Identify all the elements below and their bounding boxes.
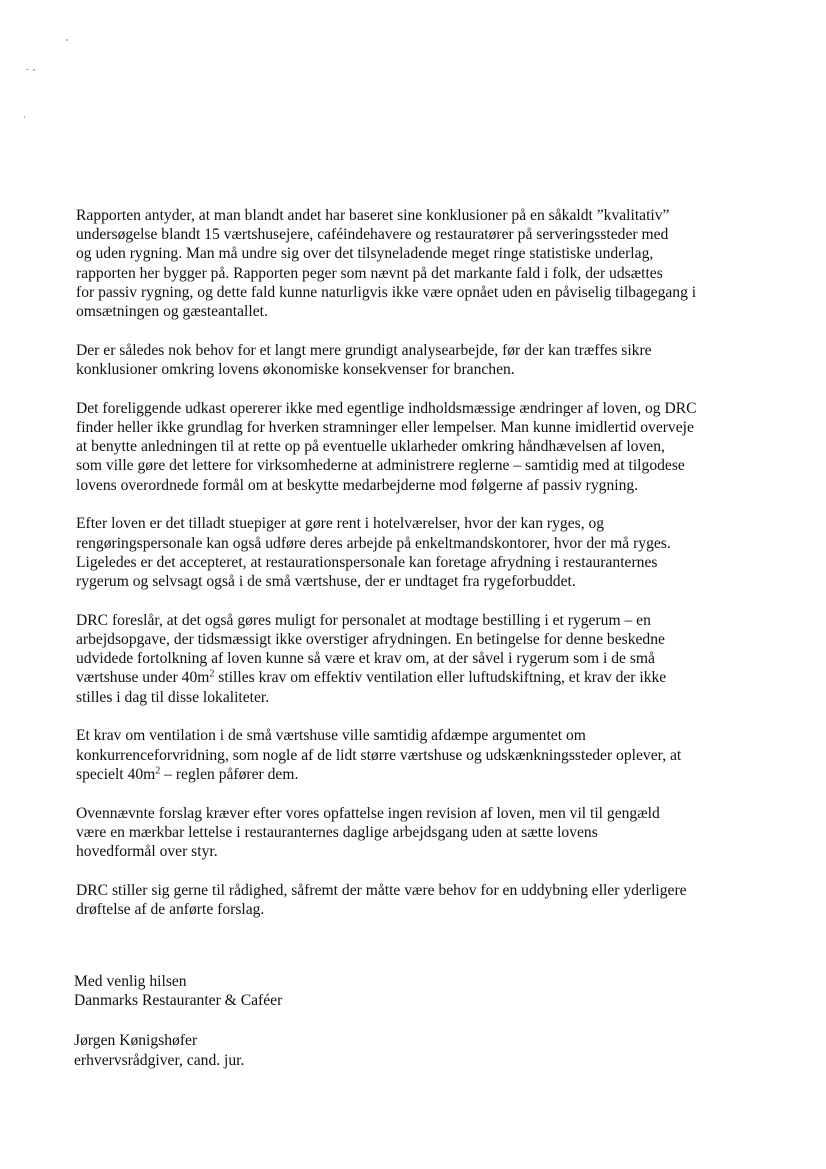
superscript: 2 (209, 668, 215, 680)
paragraph-text: – reglen påfører dem. (160, 765, 299, 783)
signatory-title: erhvervsrådgiver, cand. jur. (74, 1051, 245, 1069)
paragraph-availability: DRC stiller sig gerne til rådighed, såfremt der måtte være behov for en uddybning eller yderligere drøftelse af de anførte forslag. (76, 881, 687, 919)
paragraph-drc-proposal (76, 611, 766, 707)
paragraph-no-revision: Ovennævnte forslag kræver efter vores opfattelse ingen revision af loven, men vil til gengæld være en mærkbar lettelse i restauranternes daglige arbejdsgang uden at sætte lovens hovedformål over styr. (76, 804, 660, 861)
paragraph-report-method: Rapporten antyder, at man blandt andet har baseret sine konklusioner på en såkaldt ”kvalitativ” undersøgelse blandt 15 værtshusejere, caféindehavere og restauratører på serveringssteder med og uden rygning. Man må undre sig over det tilsyneladende meget ringe statistiske underlag, rapporten her bygger på. Rapporten peger som nævnt på det markante fald i folk, der udsættes for passiv rygning, og dette fald kunne naturligvis ikke være opnået uden en påviselig tilbagegang i omsætningen og gæsteantallet. (76, 207, 697, 321)
scan-speck (26, 69, 29, 70)
paragraph-text: stilles krav om effektiv ventilation eller luftudskiftning, et krav der ikke stilles i dag til disse lokaliteter. (76, 669, 667, 706)
paragraph-analysis-need: Der er således nok behov for et langt mere grundigt analysearbejde, før der kan træffes sikre konklusioner omkring lovens økonomiske konsekvenser for branchen. (76, 341, 652, 379)
scan-speck (24, 116, 25, 118)
paragraph-current-rules: Efter loven er det tilladt stuepiger at gøre rent i hotelværelser, hvor der kan ryges, og rengøringspersonale kan også udføre deres arbejde på enkeltmandskontorer, hvor der må ryges. Ligeledes er det accepteret, at restaurationspersonale kan foretage afrydning i restauranternes rygerum og selvsagt også i de små værtshuse, der er undtaget fra rygeforbuddet. (76, 515, 671, 591)
paragraph-text: Et krav om ventilation i de små værtshuse ville samtidig afdæmpe argumentet om konkurrenceforvridning, som nogle af de lidt større værtshuse og udskænkningssteder oplever, at specielt 40m (76, 727, 682, 783)
signatory-name: Jørgen Kønigshøfer (74, 1032, 198, 1049)
superscript: 2 (155, 765, 161, 777)
paragraph-ventilation (76, 726, 766, 784)
letter-body (76, 206, 766, 939)
paragraph-draft-assessment: Det foreliggende udkast opererer ikke med egentlige indholdsmæssige ændringer af loven, og DRC finder heller ikke grundlag for hverken stramninger eller lempelser. Man kunne imidlertid overveje at benytte anledningen til at rette op på eventuelle uklarheder omkring håndhævelsen af loven, som ville gøre det lettere for virksomhederne at administrere reglerne – samtidig med at tilgodese lovens overordnede formål om at beskytte medarbejderne mod følgerne af passiv rygning. (76, 399, 697, 494)
paragraph-text: DRC foreslår, at det også gøres muligt for personalet at modtage bestilling i et rygerum – en arbejdsopgave, der tidsmæssigt ikke overstiger afrydningen. En betingelse for denne beskedne udvidede fortolkning af loven kunne så være et krav om, at der såvel i rygerum som i de små værtshuse under 40m (76, 611, 665, 687)
closing-greeting: Med venlig hilsen (74, 973, 187, 990)
closing-block (74, 972, 474, 1010)
closing-organization: Danmarks Restauranter & Caféer (74, 992, 283, 1010)
scan-speck (66, 39, 68, 41)
signature-block (74, 1031, 474, 1070)
scan-speck (33, 69, 35, 71)
